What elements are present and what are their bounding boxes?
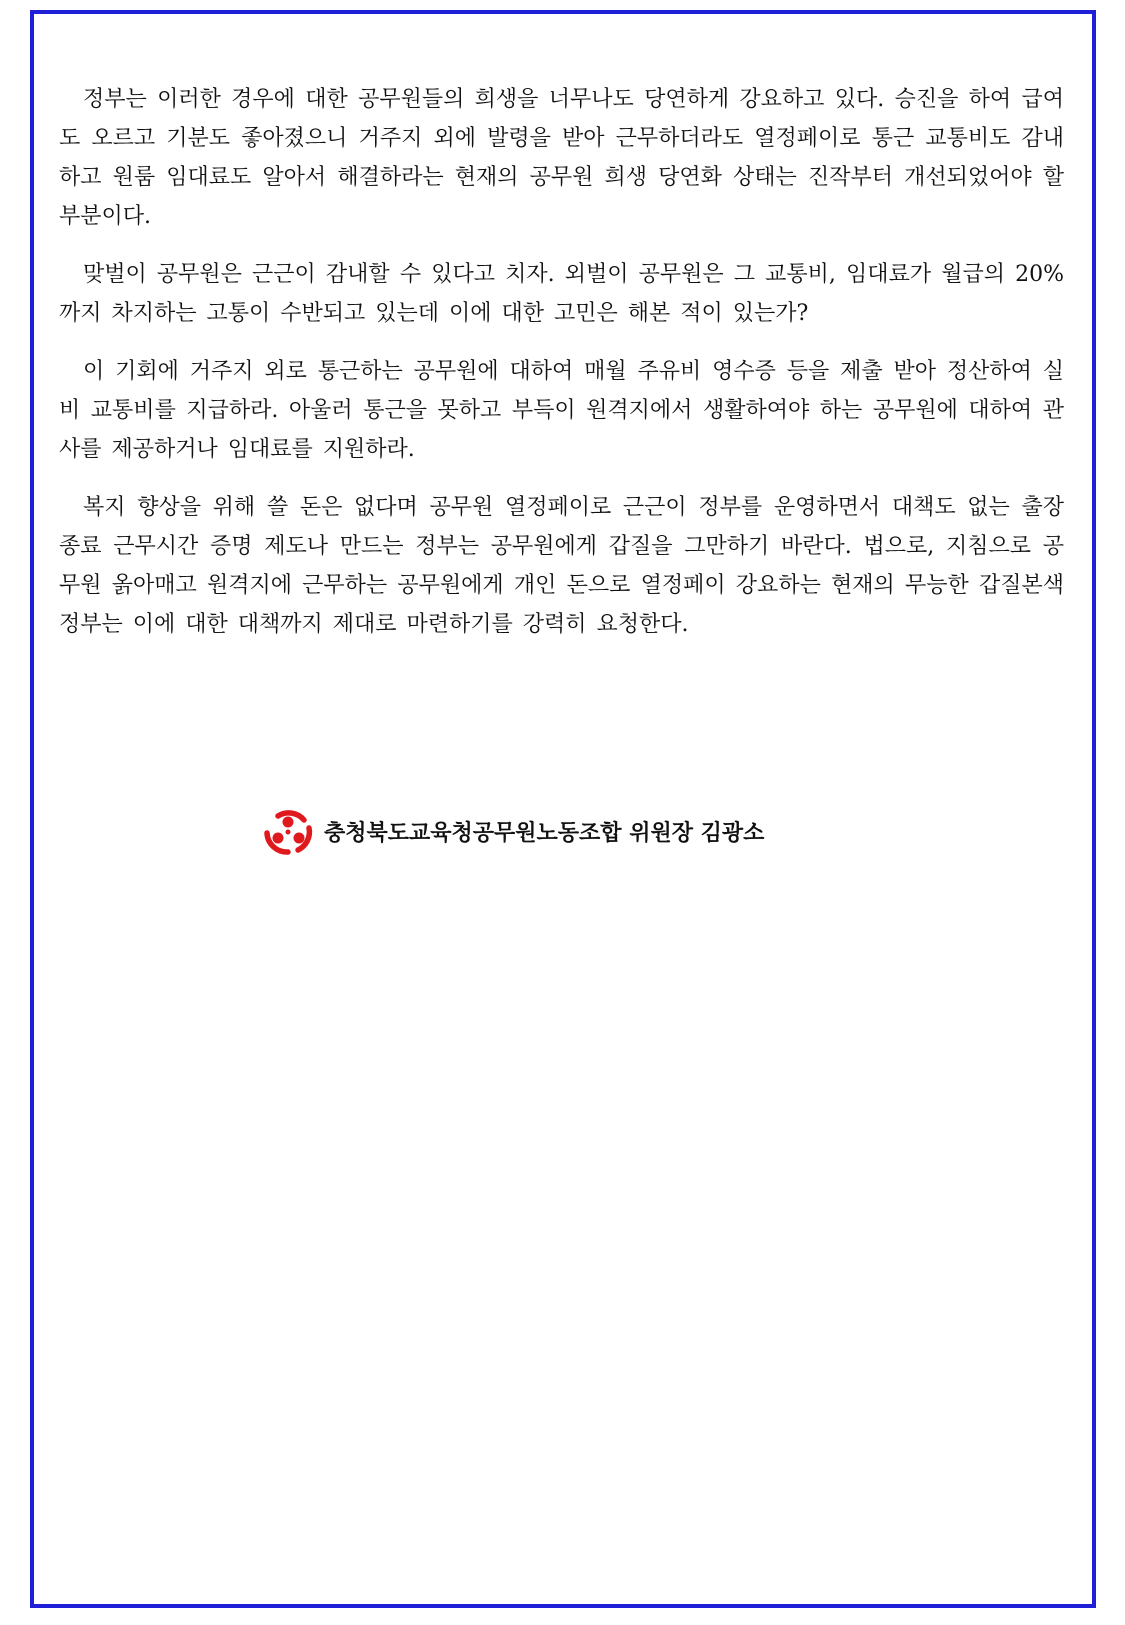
signature-text: 충청북도교육청공무원노동조합 위원장 김광소 xyxy=(324,820,765,846)
statement-body xyxy=(59,80,1064,663)
paragraph-3: 이 기회에 거주지 외로 통근하는 공무원에 대하여 매월 주유비 영수증 등을 제출 받아 정산하여 실비 교통비를 지급하라. 아울러 통근을 못하고 부득이 원격지에서 생활하여야 하는 공무원에 대하여 관사를 제공하거나 임대료를 지원하라. xyxy=(59,359,1064,462)
paragraph-1: 정부는 이러한 경우에 대한 공무원들의 희생을 너무나도 당연하게 강요하고 있다. 승진을 하여 급여도 오르고 기분도 좋아졌으니 거주지 외에 발령을 받아 근무하더라도 열정페이로 통근 교통비도 감내하고 원룸 임대료도 알아서 해결하라는 현재의 공무원 희생 당연화 상태는 진작부터 개선되었어야 할 부분이다. xyxy=(59,87,1064,229)
union-logo-icon xyxy=(260,806,316,856)
signature-block xyxy=(260,806,764,856)
page-frame xyxy=(30,10,1096,1608)
paragraph-4: 복지 향상을 위해 쓸 돈은 없다며 공무원 열정페이로 근근이 정부를 운영하면서 대책도 없는 출장 종료 근무시간 증명 제도나 만드는 정부는 공무원에게 갑질을 그만하기 바란다. 법으로, 지침으로 공무원 옭아매고 원격지에 근무하는 공무원에게 개인 돈으로 열정페이 강요하는 현재의 무능한 갑질본색 정부는 이에 대한 대책까지 제대로 마련하기를 강력히 요청한다. xyxy=(59,495,1064,637)
paragraph-2: 맞벌이 공무원은 근근이 감내할 수 있다고 치자. 외벌이 공무원은 그 교통비, 임대료가 월급의 20%까지 차지하는 고통이 수반되고 있는데 이에 대한 고민은 해본 적이 있는가? xyxy=(59,262,1064,326)
